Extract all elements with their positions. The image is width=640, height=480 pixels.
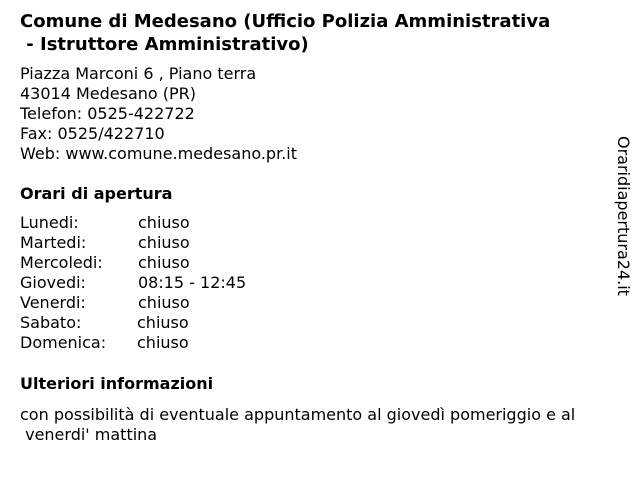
address-street: Piazza Marconi 6 , Piano terra [20, 64, 257, 83]
hours-day: Sabato: [20, 313, 82, 332]
further-info-heading: Ulteriori informazioni [20, 374, 214, 393]
watermark-text: Oraridiapertura24.it [614, 136, 633, 296]
hours-time: chiuso [138, 233, 190, 252]
hours-time: chiuso [137, 313, 189, 332]
hours-day: Giovedi: [20, 273, 86, 292]
watermark [612, 136, 634, 311]
hours-time: 08:15 - 12:45 [138, 273, 247, 292]
opening-hours-heading: Orari di apertura [20, 184, 173, 203]
hours-day: Martedi: [20, 233, 87, 252]
address-phone: Telefon: 0525-422722 [20, 104, 195, 123]
address-web: Web: www.comune.medesano.pr.it [20, 144, 297, 163]
further-info-text: con possibilità di eventuale appuntamento al giovedì pomeriggio e al venerdi' mattina [20, 405, 576, 444]
hours-day: Venerdi: [20, 293, 86, 312]
hours-day: Domenica: [20, 333, 107, 352]
address-city: 43014 Medesano (PR) [20, 84, 197, 103]
hours-time: chiuso [137, 333, 189, 352]
hours-time: chiuso [138, 293, 190, 312]
hours-time: chiuso [138, 253, 190, 272]
address-block [20, 64, 297, 164]
page-title: Comune di Medesano (Ufficio Polizia Amministrativa - Istruttore Amministrativo) [20, 11, 551, 55]
hours-time: chiuso [138, 213, 190, 232]
hours-day: Lunedi: [20, 213, 79, 232]
hours-day: Mercoledi: [20, 253, 103, 272]
address-fax: Fax: 0525/422710 [20, 124, 165, 143]
